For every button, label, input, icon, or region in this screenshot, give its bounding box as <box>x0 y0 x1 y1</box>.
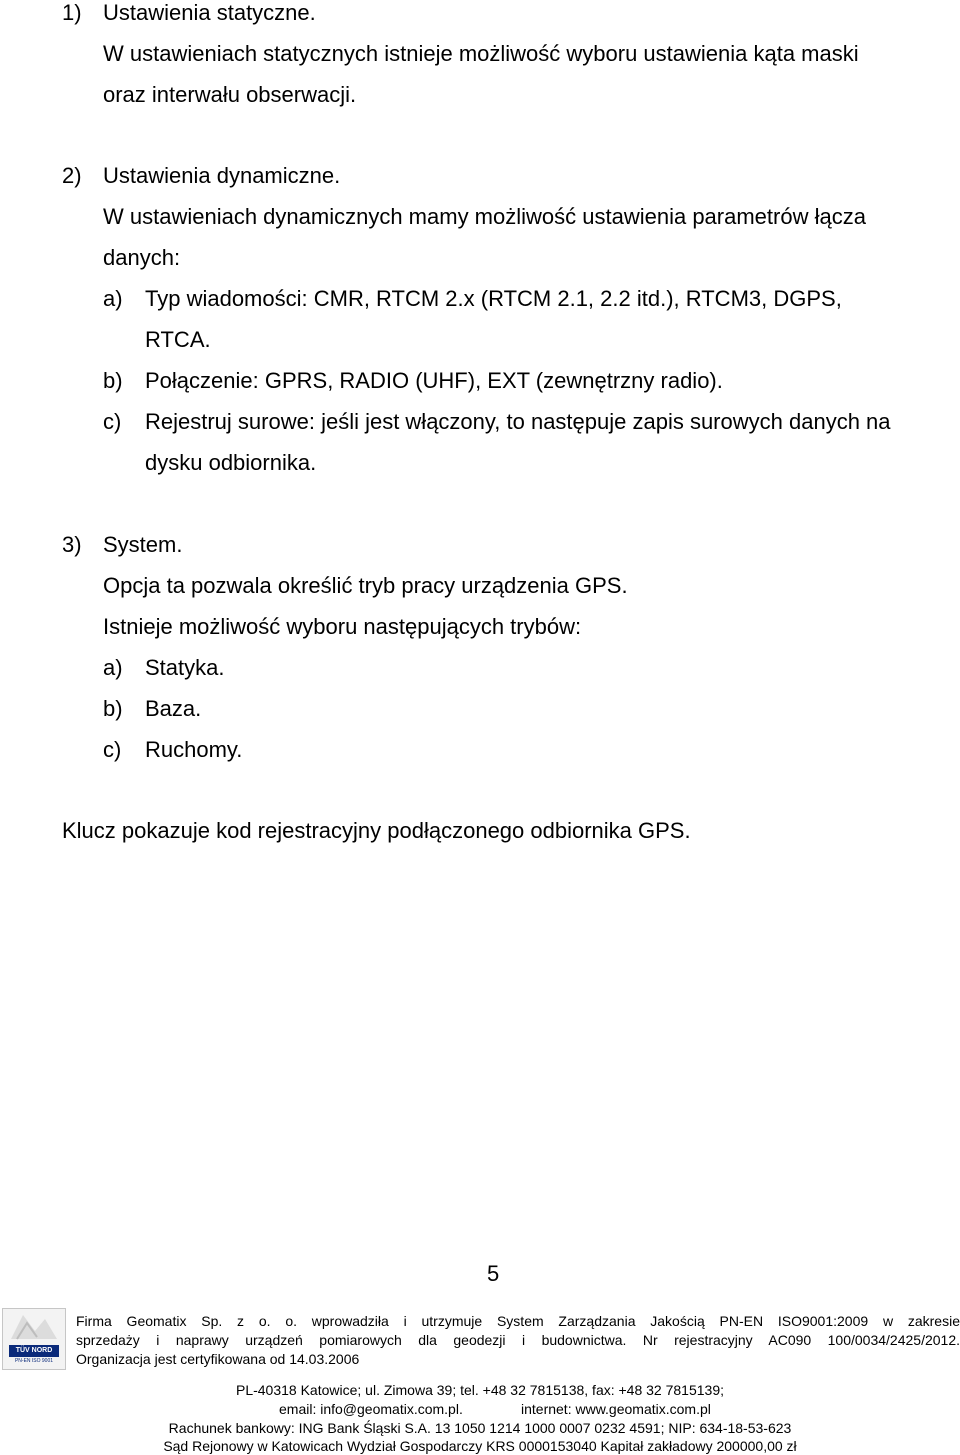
tuv-seal-icon <box>3 1309 65 1345</box>
list-item-line: dysku odbiornika. <box>145 450 317 475</box>
section-number: 1) <box>62 0 82 25</box>
list-item-line: Baza. <box>145 696 202 721</box>
section-number: 2) <box>62 163 82 188</box>
footer-court: Sąd Rejonowy w Katowicach Wydział Gospodarczy KRS 0000153040 Kapitał zakładowy 200000,00 zł <box>163 1438 797 1454</box>
list-marker: b) <box>103 368 123 393</box>
footer-address: PL-40318 Katowice; ul. Zimowa 39; tel. +48 32 7815138, fax: +48 32 7815139; <box>235 1382 724 1398</box>
list-marker: a) <box>103 286 123 311</box>
section-title: System. <box>103 532 183 557</box>
page-number: 5 <box>487 1261 500 1286</box>
footer-internet: internet: www.geomatix.com.pl <box>521 1401 711 1417</box>
list-item-line: RTCA. <box>145 327 211 352</box>
list-item-line: Ruchomy. <box>145 737 243 762</box>
section-number: 3) <box>62 532 82 557</box>
list-marker: c) <box>103 737 122 762</box>
paragraph-line: Opcja ta pozwala określić tryb pracy urządzenia GPS. <box>103 573 628 598</box>
paragraph-line: oraz interwału obserwacji. <box>103 82 357 107</box>
closing-paragraph: Klucz pokazuje kod rejestracyjny podłączonego odbiornika GPS. <box>62 818 691 843</box>
paragraph-line: W ustawieniach statycznych istnieje możliwość wyboru ustawienia kąta maski <box>103 41 859 66</box>
list-marker: a) <box>103 655 123 680</box>
paragraph-line: danych: <box>103 245 181 270</box>
list-item-line: Rejestruj surowe: jeśli jest włączony, to następuje zapis surowych danych na <box>145 409 891 434</box>
list-item-line: Typ wiadomości: CMR, RTCM 2.x (RTCM 2.1, 2.2 itd.), RTCM3, DGPS, <box>145 286 842 311</box>
logo-standard: PN-EN ISO 9001 <box>14 1358 54 1364</box>
list-marker: c) <box>103 409 122 434</box>
logo-brand: TÜV NORD <box>9 1345 59 1357</box>
certification-line: Organizacja jest certyfikowana od 14.03.2006 <box>76 1351 360 1367</box>
footer-bank: Rachunek bankowy: ING Bank Śląski S.A. 13 1050 1214 1000 0007 0232 4591; NIP: 634-18-53-623 <box>168 1420 792 1436</box>
section-title: Ustawienia statyczne. <box>103 0 316 25</box>
paragraph-line: W ustawieniach dynamicznych mamy możliwość ustawienia parametrów łącza <box>103 204 866 229</box>
section-title: Ustawienia dynamiczne. <box>103 163 341 188</box>
list-item-line: Połączenie: GPRS, RADIO (UHF), EXT (zewnętrzny radio). <box>145 368 723 393</box>
list-item-line: Statyka. <box>145 655 225 680</box>
certification-line: sprzedaży i naprawy urządzeń pomiarowych dla geodezji i budownictwa. Nr rejestracyjny AC090 100/0034/2425/2012. <box>76 1332 960 1348</box>
list-marker: b) <box>103 696 123 721</box>
tuv-certification-logo <box>2 1308 66 1370</box>
paragraph-line: Istnieje możliwość wyboru następujących trybów: <box>103 614 582 639</box>
certification-line: Firma Geomatix Sp. z o. o. wprowadziła i utrzymuje System Zarządzania Jakością PN-EN ISO9001:2009 w zakresie <box>76 1313 960 1329</box>
footer-email: email: info@geomatix.com.pl. <box>279 1401 463 1417</box>
